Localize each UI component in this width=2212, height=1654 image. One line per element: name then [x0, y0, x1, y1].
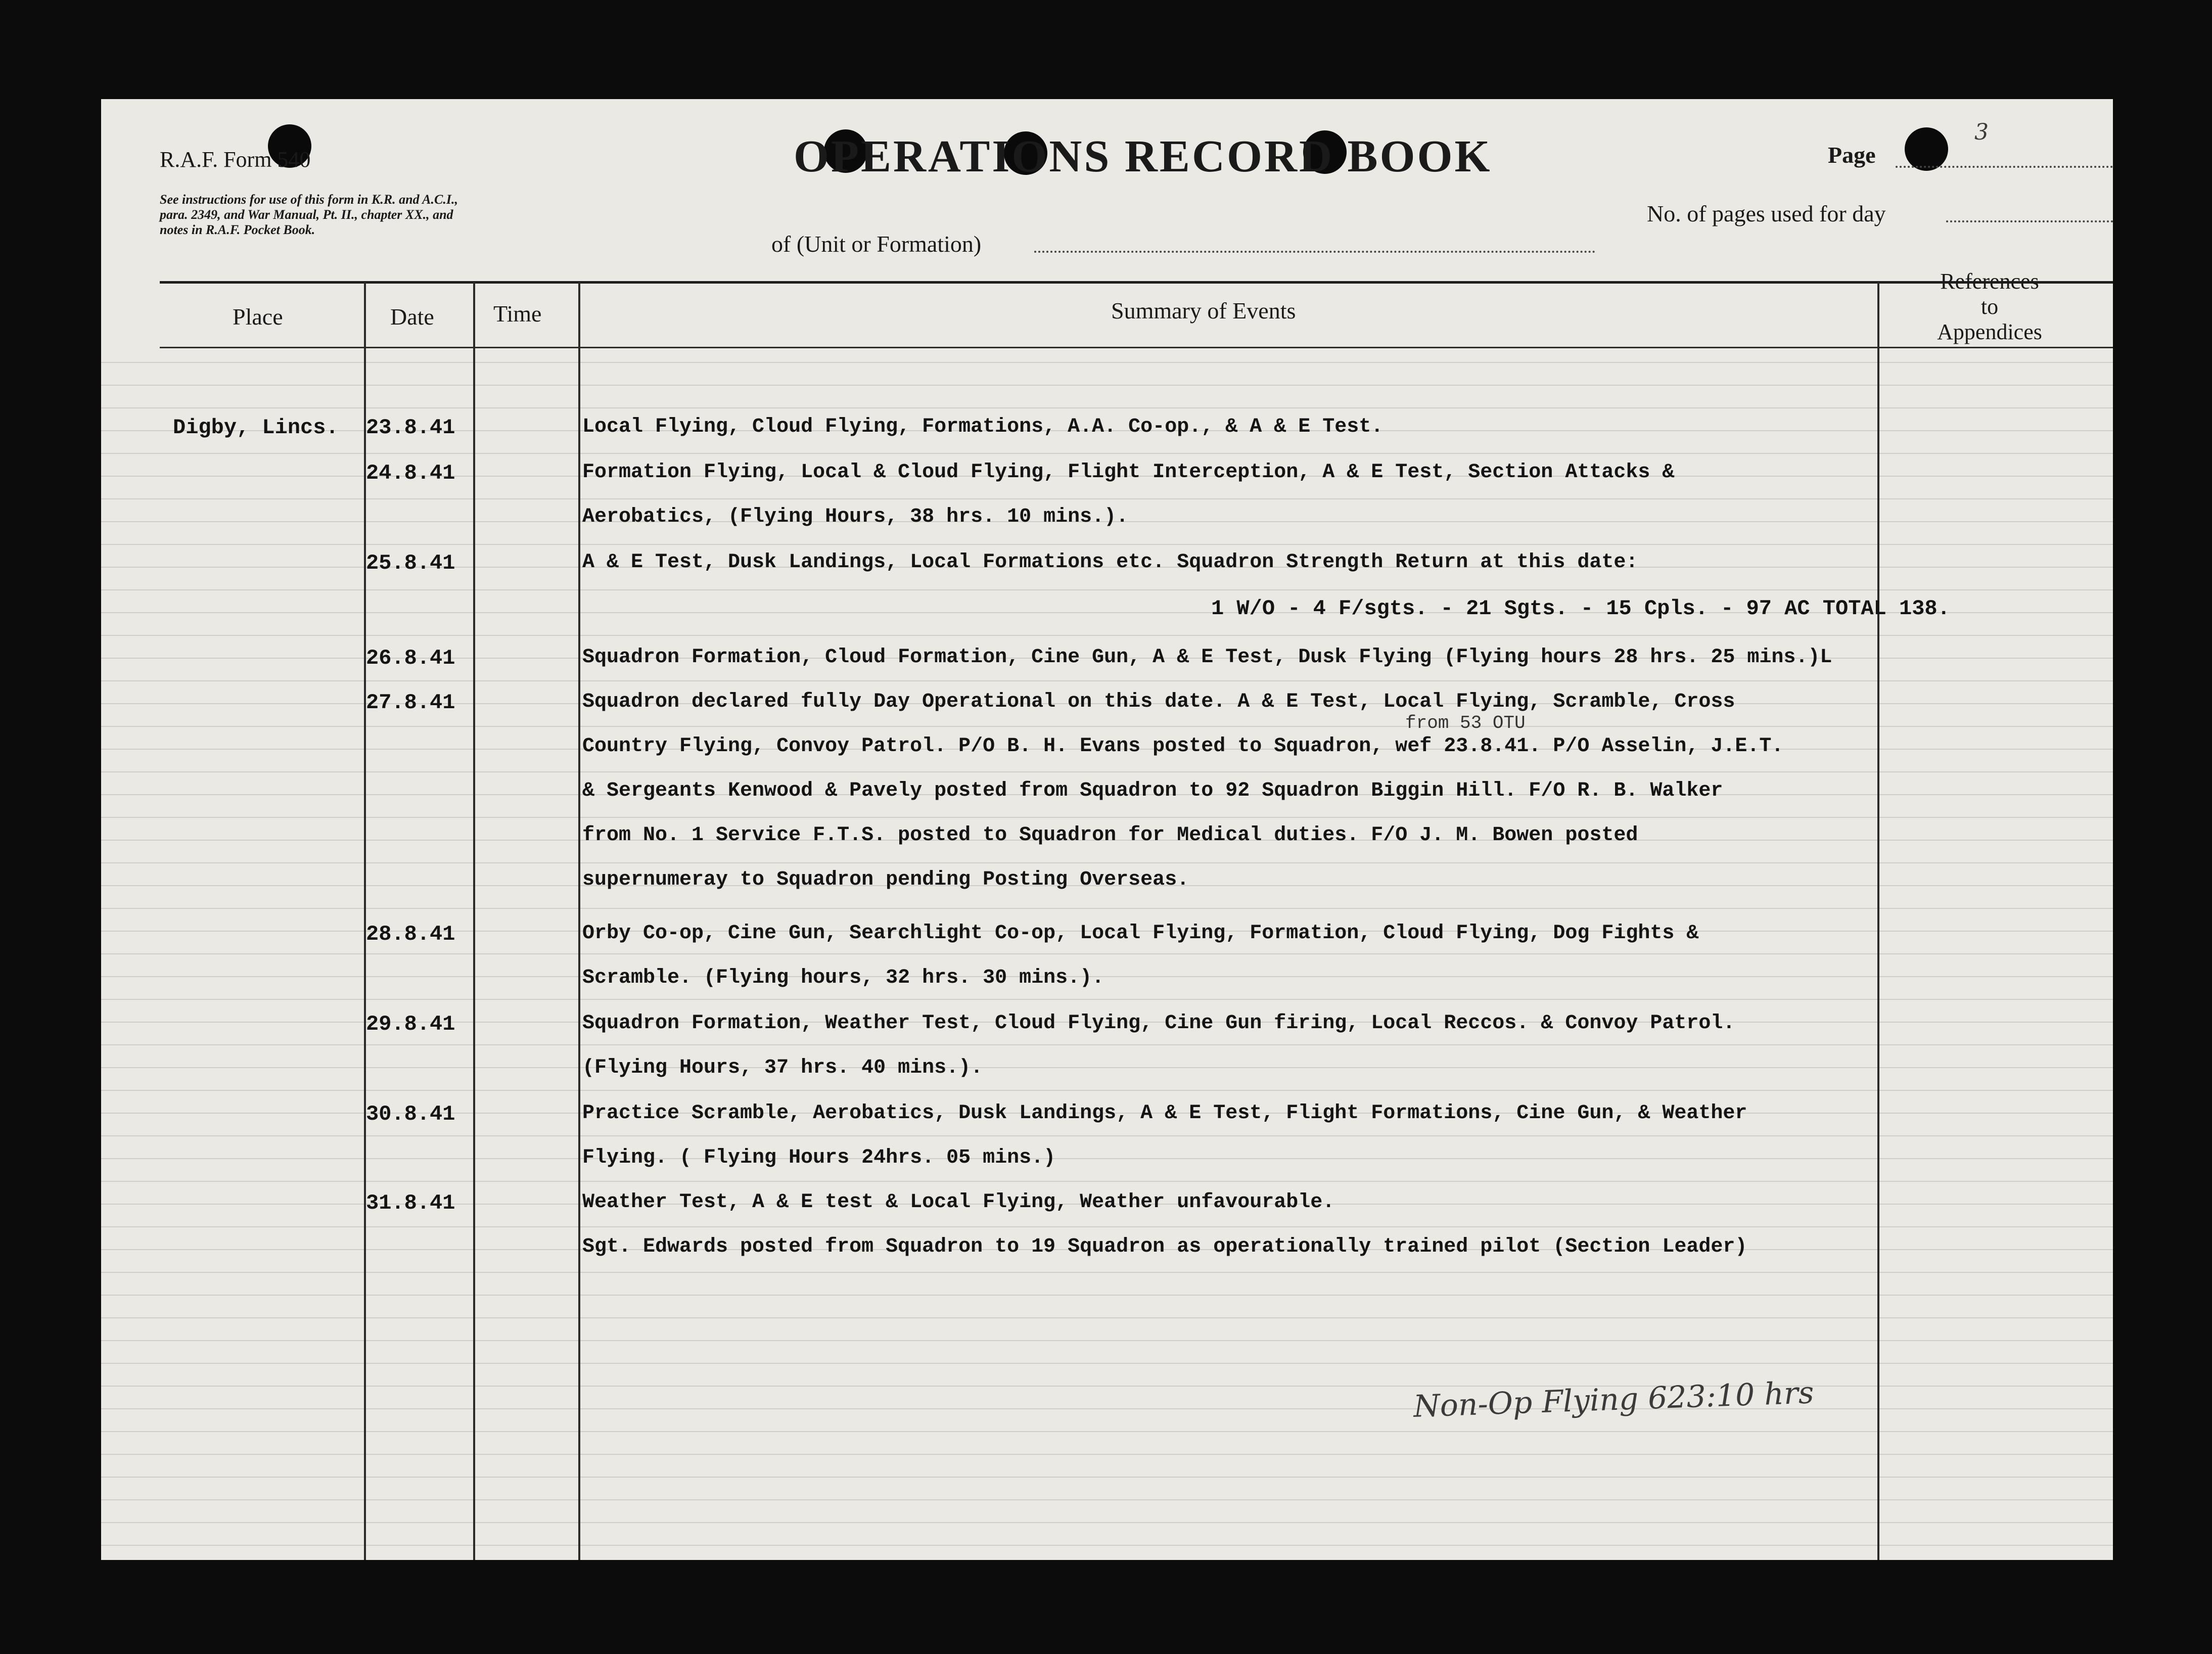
ruled-line — [101, 1317, 2113, 1318]
ruled-line — [101, 1272, 2113, 1273]
ruled-line — [101, 1499, 2113, 1500]
unit-field — [1034, 251, 1595, 253]
entry-date: 29.8.41 — [366, 1012, 455, 1036]
entry-summary-line: supernumeray to Squadron pending Posting Overseas. — [582, 868, 1189, 891]
handwritten-total: Non-Op Flying 623:10 hrs — [1413, 1375, 1815, 1425]
entry-date: 26.8.41 — [366, 646, 455, 670]
instruction-line: See instructions for use of this form in K.R. and A.C.I., — [160, 192, 458, 207]
entry-date: 23.8.41 — [366, 416, 455, 440]
table-top-rule — [160, 281, 2113, 284]
form-number: R.A.F. Form 540 — [160, 147, 311, 172]
ruled-line — [101, 635, 2113, 636]
strength-return: 1 W/O - 4 F/sgts. - 21 Sgts. - 15 Cpls. - 97 AC TOTAL 138. — [1211, 596, 1950, 621]
entry-summary-line: & Sergeants Kenwood & Pavely posted from Squadron to 92 Squadron Biggin Hill. F/O R. B. Walker — [582, 779, 1723, 802]
page-field — [1896, 166, 2113, 168]
ruled-line — [101, 407, 2113, 408]
entry-summary-line: (Flying Hours, 37 hrs. 40 mins.). — [582, 1056, 983, 1079]
ruled-line — [101, 1363, 2113, 1364]
ruled-line — [101, 1454, 2113, 1455]
ruled-line — [101, 680, 2113, 681]
ruled-line — [101, 999, 2113, 1000]
entry-summary-line: Sgt. Edwards posted from Squadron to 19 Squadron as operationally trained pilot (Section Leader) — [582, 1235, 1747, 1258]
page-label: Page — [1828, 142, 1876, 168]
ruled-line — [101, 771, 2113, 772]
form-instructions — [160, 192, 458, 238]
entry-summary-line: Weather Test, A & E test & Local Flying, Weather unfavourable. — [582, 1191, 1335, 1214]
entry-date: 30.8.41 — [366, 1102, 455, 1126]
ruled-line — [101, 1135, 2113, 1136]
ruled-line — [101, 908, 2113, 909]
entry-date: 31.8.41 — [366, 1191, 455, 1215]
ruled-line — [101, 1181, 2113, 1182]
header-bottom-rule — [160, 347, 2113, 348]
col-header-summary: Summary of Events — [1111, 298, 1296, 324]
instruction-line: para. 2349, and War Manual, Pt. II., chapter XX., and — [160, 207, 453, 222]
entry-date: 27.8.41 — [366, 691, 455, 715]
ruled-line — [101, 362, 2113, 363]
col-divider-time — [578, 282, 580, 1560]
ruled-line — [101, 1090, 2113, 1091]
ruled-line — [101, 1340, 2113, 1341]
references-line: References — [1940, 269, 2039, 294]
page-number: 3 — [1974, 119, 1989, 145]
ruled-line — [101, 1295, 2113, 1296]
ruled-line — [101, 544, 2113, 545]
entry-date: 25.8.41 — [366, 551, 455, 575]
ruled-line — [101, 976, 2113, 977]
col-header-date: Date — [390, 304, 434, 330]
ruled-line — [101, 1226, 2113, 1227]
ruled-line — [101, 1431, 2113, 1432]
col-divider-date — [473, 282, 475, 1560]
page-title: OPERATIONS RECORD BOOK — [794, 131, 1492, 181]
entry-summary-line: Flying. ( Flying Hours 24hrs. 05 mins.) — [582, 1146, 1056, 1169]
entry-summary-line: Aerobatics, (Flying Hours, 38 hrs. 10 mins.). — [582, 506, 1129, 528]
ruled-line — [101, 589, 2113, 590]
entry-place: Digby, Lincs. — [173, 416, 339, 440]
pages-used-field — [1946, 220, 2113, 222]
entry-summary-line: from No. 1 Service F.T.S. posted to Squadron for Medical duties. F/O J. M. Bowen posted — [582, 824, 1638, 847]
ruled-line — [101, 1158, 2113, 1159]
entry-summary-line: Squadron declared fully Day Operational on this date. A & E Test, Local Flying, Scramble, Cross — [582, 691, 1735, 713]
instruction-line: notes in R.A.F. Pocket Book. — [160, 222, 315, 237]
entry-date: 28.8.41 — [366, 922, 455, 946]
ruled-line — [101, 453, 2113, 454]
pages-used-label: No. of pages used for day — [1647, 201, 1886, 226]
ruled-line — [101, 1522, 2113, 1523]
col-header-place: Place — [233, 304, 283, 330]
entry-summary-line: Country Flying, Convoy Patrol. P/O B. H. Evans posted to Squadron, wef 23.8.41. P/O Asselin, J.E.T. — [582, 735, 1784, 758]
references-line: Appendices — [1937, 319, 2042, 344]
entry-summary-line: A & E Test, Dusk Landings, Local Formations etc. Squadron Strength Return at this date: — [582, 551, 1638, 574]
ruled-line — [101, 1477, 2113, 1478]
annotation-from-otu: from 53 OTU — [1405, 713, 1526, 733]
col-header-time: Time — [493, 301, 542, 327]
ruled-line — [101, 953, 2113, 954]
ruled-line — [101, 817, 2113, 818]
ruled-line — [101, 1044, 2113, 1045]
entry-summary-line: Local Flying, Cloud Flying, Formations, A.A. Co-op., & A & E Test. — [582, 416, 1384, 438]
ruled-line — [101, 726, 2113, 727]
form-sheet — [101, 99, 2113, 1560]
ruled-line — [101, 385, 2113, 386]
ruled-line — [101, 862, 2113, 863]
references-line: to — [1980, 294, 1999, 319]
ruled-line — [101, 1067, 2113, 1068]
entry-summary-line: Scramble. (Flying hours, 32 hrs. 30 mins.). — [582, 967, 1104, 989]
ruled-line — [101, 498, 2113, 499]
entry-summary-line: Formation Flying, Local & Cloud Flying, Flight Interception, A & E Test, Section Attacks & — [582, 461, 1675, 484]
entry-summary-line: Squadron Formation, Weather Test, Cloud Flying, Cine Gun firing, Local Reccos. & Convoy Patrol. — [582, 1012, 1735, 1035]
punch-hole — [1905, 127, 1948, 171]
entry-summary-line: Squadron Formation, Cloud Formation, Cine Gun, A & E Test, Dusk Flying (Flying hours 28 hrs. 25 mins.)L — [582, 646, 1832, 669]
col-header-references — [1888, 269, 2091, 345]
entry-date: 24.8.41 — [366, 461, 455, 485]
entry-summary-line: Orby Co-op, Cine Gun, Searchlight Co-op, Local Flying, Formation, Cloud Flying, Dog Fights & — [582, 922, 1699, 945]
col-divider-summary — [1877, 282, 1879, 1560]
entry-summary-line: Practice Scramble, Aerobatics, Dusk Landings, A & E Test, Flight Formations, Cine Gun, & Weather — [582, 1102, 1747, 1125]
ruled-line — [101, 1545, 2113, 1546]
unit-label: of (Unit or Formation) — [771, 231, 982, 257]
